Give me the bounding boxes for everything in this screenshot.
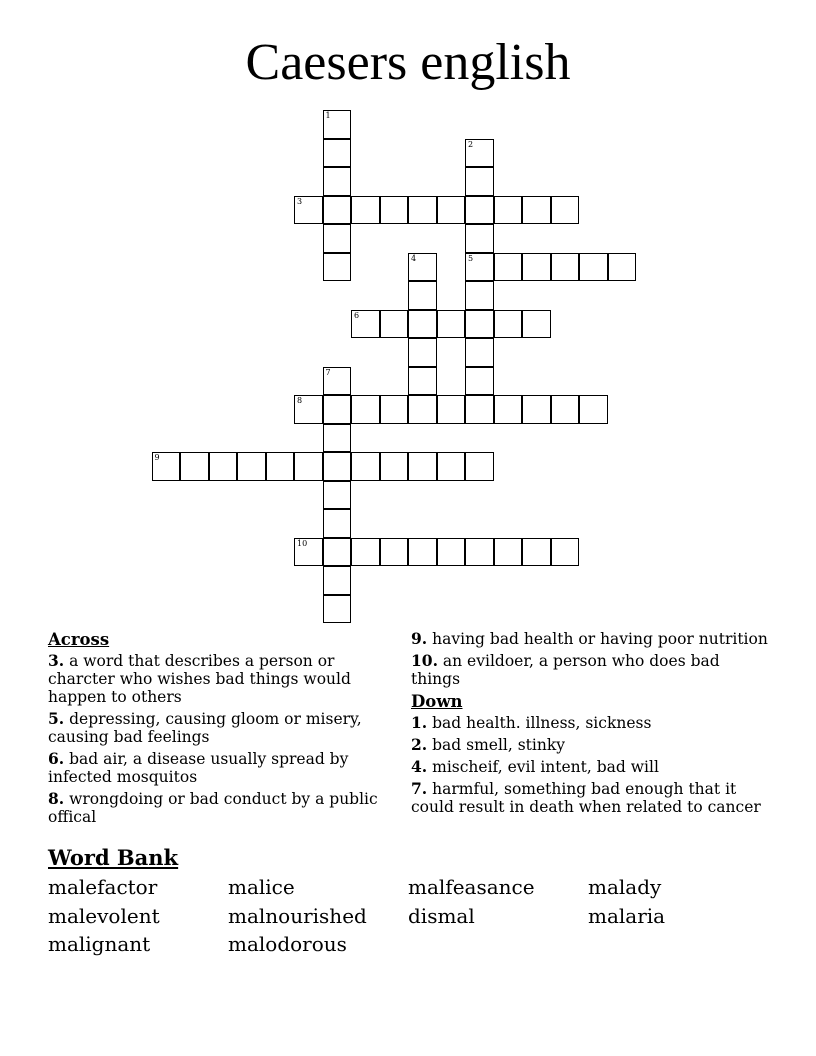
grid-cell: [494, 538, 523, 567]
grid-cell: [465, 139, 494, 168]
grid-cell: [323, 196, 352, 225]
grid-cell: [294, 538, 323, 567]
clue-item-text: harmful, something bad enough that it could result in death when related to cancer: [411, 780, 761, 816]
grid-cell: [522, 310, 551, 339]
grid-cell: [294, 395, 323, 424]
grid-cell: [465, 167, 494, 196]
grid-cell: [323, 253, 352, 282]
clue-number: 2: [468, 139, 474, 149]
grid-cell: [408, 338, 437, 367]
grid-cell: [323, 395, 352, 424]
grid-cell: [408, 310, 437, 339]
grid-cell: [437, 395, 466, 424]
grid-cell: [579, 253, 608, 282]
grid-cell: [465, 338, 494, 367]
grid-cell: [380, 395, 409, 424]
grid-cell: [465, 196, 494, 225]
grid-cell: [209, 452, 238, 481]
grid-cell: [579, 395, 608, 424]
clue-number: 4: [411, 253, 417, 263]
down-heading: Down: [411, 692, 463, 711]
clue-item-text: bad health. illness, sickness: [432, 714, 652, 732]
grid-cell: [551, 253, 580, 282]
grid-cell: [323, 167, 352, 196]
grid-cell: [323, 452, 352, 481]
clue-item-text: mischeif, evil intent, bad will: [432, 758, 659, 776]
grid-cell: [465, 310, 494, 339]
word-bank-item: malnourished: [228, 903, 367, 928]
grid-cell: [437, 310, 466, 339]
across-clues-column: [48, 630, 378, 830]
grid-cell: [408, 452, 437, 481]
grid-cell: [351, 538, 380, 567]
grid-cell: [323, 424, 352, 453]
grid-cell: [408, 367, 437, 396]
clue-item-number: 2.: [411, 735, 428, 754]
grid-cell: [408, 196, 437, 225]
clue-number: 10: [297, 538, 308, 548]
word-bank-item: malaria: [588, 903, 666, 928]
clue-item-number: 1.: [411, 713, 428, 732]
grid-cell: [351, 196, 380, 225]
grid-cell: [522, 395, 551, 424]
clue-item-text: bad smell, stinky: [432, 736, 566, 754]
grid-cell: [351, 395, 380, 424]
grid-cell: [408, 538, 437, 567]
clue-item: [48, 710, 378, 746]
grid-cell: [380, 196, 409, 225]
clue-number: 7: [325, 367, 331, 377]
word-bank-item: malice: [228, 875, 295, 899]
grid-cell: [237, 452, 266, 481]
clue-item: [411, 758, 771, 776]
grid-cell: [465, 395, 494, 424]
clue-item-number: 9.: [411, 629, 428, 648]
clue-item-text: depressing, causing gloom or misery, causing bad feelings: [48, 710, 362, 746]
word-bank-item: malefactor: [48, 875, 158, 899]
grid-cell: [408, 395, 437, 424]
grid-cell: [351, 452, 380, 481]
grid-cell: [522, 196, 551, 225]
grid-cell: [522, 538, 551, 567]
grid-cell: [380, 310, 409, 339]
grid-cell: [408, 281, 437, 310]
clue-item: [411, 714, 771, 732]
grid-cell: [551, 196, 580, 225]
word-bank-item: malfeasance: [408, 875, 535, 899]
page-title: Caesers english: [245, 34, 571, 91]
grid-cell: [437, 452, 466, 481]
clue-item: [48, 652, 378, 706]
clue-item: [411, 652, 771, 688]
grid-cell: [551, 538, 580, 567]
grid-cell: [465, 253, 494, 282]
clue-item-number: 6.: [48, 749, 65, 768]
clue-number: 9: [154, 453, 160, 462]
grid-cell: [323, 538, 352, 567]
clue-item-text: wrongdoing or bad conduct by a public offical: [48, 790, 378, 826]
word-bank-item: dismal: [408, 903, 475, 928]
grid-cell: [323, 595, 352, 624]
clue-item-number: 5.: [48, 709, 65, 728]
clue-item: [48, 750, 378, 786]
grid-cell: [323, 367, 352, 396]
word-bank-title: Word Bank: [48, 845, 179, 870]
grid-cell: [180, 452, 209, 481]
word-bank-item: malevolent: [48, 903, 160, 928]
grid-cell: [608, 253, 637, 282]
grid-cell: [323, 509, 352, 538]
word-bank-item: malady: [588, 875, 662, 899]
clue-number: 6: [354, 310, 360, 320]
grid-cell: [465, 452, 494, 481]
clue-item-text: an evildoer, a person who does bad things: [411, 652, 720, 688]
clue-number: 8: [297, 396, 303, 405]
word-bank-item: malignant: [48, 932, 151, 956]
grid-cell: [494, 253, 523, 282]
grid-cell: [494, 196, 523, 225]
grid-cell: [152, 452, 181, 481]
grid-cell: [323, 224, 352, 253]
clue-item: [48, 790, 378, 826]
clue-item: [411, 736, 771, 754]
clue-number: 5: [468, 253, 474, 263]
grid-cell: [494, 395, 523, 424]
grid-cell: [380, 538, 409, 567]
grid-cell: [465, 367, 494, 396]
grid-cell: [465, 281, 494, 310]
grid-cell: [551, 395, 580, 424]
clue-item-number: 3.: [48, 651, 65, 670]
across-heading: Across: [48, 630, 110, 649]
clue-item-number: 8.: [48, 789, 65, 808]
grid-cell: [323, 481, 352, 510]
clue-item-text: bad air, a disease usually spread by infected mosquitos: [48, 750, 349, 786]
grid-cell: [437, 196, 466, 225]
grid-cell: [522, 253, 551, 282]
grid-cell: [494, 310, 523, 339]
grid-cell: [408, 253, 437, 282]
grid-cell: [294, 196, 323, 225]
grid-cell: [323, 110, 352, 139]
clue-number: 1: [325, 111, 331, 120]
clue-item-number: 10.: [411, 651, 438, 670]
clue-item-number: 7.: [411, 779, 428, 798]
grid-cell: [351, 310, 380, 339]
clue-item-text: a word that describes a person or charcter who wishes bad things would happen to others: [48, 652, 351, 706]
grid-cell: [266, 452, 295, 481]
grid-cell: [437, 538, 466, 567]
grid-cell: [380, 452, 409, 481]
right-clues-column: [411, 630, 771, 820]
word-bank-item: malodorous: [228, 932, 347, 956]
grid-cell: [465, 224, 494, 253]
clue-item: [411, 630, 771, 648]
clue-number: 3: [297, 196, 303, 206]
grid-cell: [323, 139, 352, 168]
clue-item-text: having bad health or having poor nutrition: [432, 630, 768, 648]
clue-item-number: 4.: [411, 757, 428, 776]
grid-cell: [465, 538, 494, 567]
grid-cell: [294, 452, 323, 481]
grid-cell: [323, 566, 352, 595]
clue-item: [411, 780, 771, 816]
